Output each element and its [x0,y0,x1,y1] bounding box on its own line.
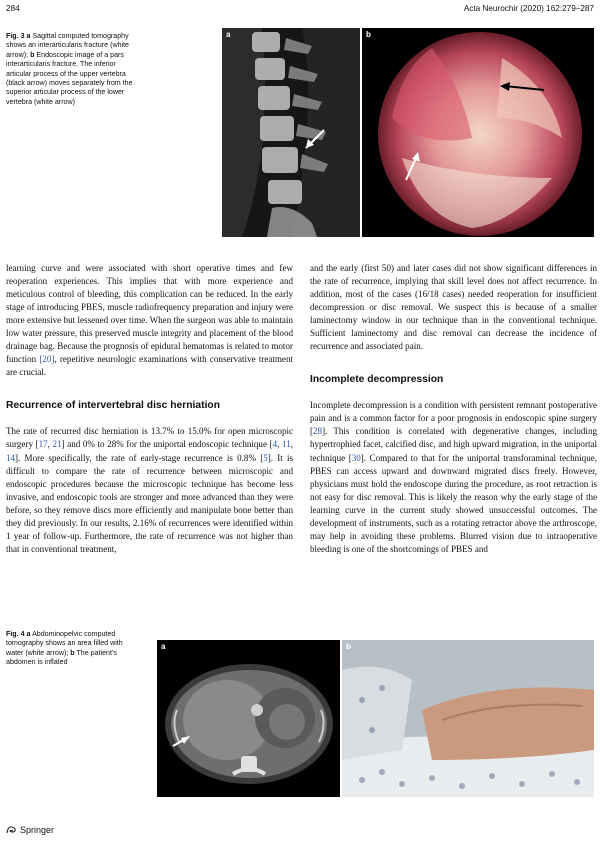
caption-text: Abdominopelvic computed tomography shows an area filled with water (white arrow); [6,630,123,657]
panel-key: b [30,50,35,59]
caption-text: The patient’s abdomen is inflated [6,648,117,667]
text-run: The rate of recurred disc herniation is 13.7% to 15.0% for open microscopic surgery [ [6,426,293,450]
panel-label-b: b [366,30,371,39]
figure-number: Fig. 3 [6,32,25,40]
section-heading: Recurrence of intervertebral disc herniation [6,400,221,412]
running-header [6,4,594,16]
paragraph [6,262,293,379]
page-number: 284 [6,4,20,13]
panel-key: b [70,648,75,657]
panel-key: a [26,32,31,40]
citation-link[interactable]: 21 [52,439,62,450]
panel-key: a [26,630,31,638]
text-run: ]. It is difficult to compare the rate of recurrence between microscopic and endoscopic procedures because the microscopic technique has become less invasive, and endoscopic tools are stronger and more advanced than they were before, so they remove discs more efficiently and manipulate bone better than they did previously. In our results, 2.16% of recurrences were identified within 1 year of follow-up. Furthermore, the rate of recurrence was not higher than that in conventional treatment, [6,452,293,554]
panel-label-a: a [161,642,166,651]
paragraph [310,262,597,353]
text-run: , [277,439,282,450]
figure-3a-ct-image [222,28,360,237]
text-run: , repetitive neurologic examinations with conservative treatment are crucial. [6,354,293,378]
publisher-footer [6,824,54,836]
citation-link[interactable]: 4 [272,439,278,450]
citation-link[interactable]: 28 [313,426,323,437]
citation-link[interactable]: 14 [6,452,16,463]
publisher-name: Springer [20,825,55,835]
text-run: , [47,439,53,450]
citation-link[interactable]: 17 [38,439,48,450]
figure-4a-ct-image [157,640,340,797]
citation-link[interactable]: 30 [351,452,361,463]
figure-3b-endoscopic-image [362,28,594,237]
right-column-text [310,262,597,556]
figure-3-caption [6,32,134,107]
text-run: learning curve and were associated with short operative times and few reoperation experiences. This implies that with more experience and meticulous control of bleeding, this complication can be reduced. In the early stage of introducing PBES, muscle radiofrequency preparation and injury were more extensive but lessened over time. When the surgeon was able to maintain low water pressure, this preserved muscle integrity and placement of the blood drainage bag. Because the prognosis of epidural hematomas is related to motor function [6,263,293,365]
left-column-text [6,262,293,556]
figure-4-caption [6,630,134,668]
caption-text: Sagittal computed tomography shows an interarticularis fracture (white arrow); [6,32,130,59]
citation-link[interactable]: [20] [39,354,55,365]
section-heading: Incomplete decompression [310,374,444,386]
text-run: and the early (first 50) and later cases did not show significant differences in the rate of recurrence, implying that skill level does not affect recurrence. In addition, most of the cases (16/18 cases) needed reoperation for insufficient decompression or disc removal. We suspect this is because of a smaller laminectomy window in our technique than in the conventional technique. Sufficient laminectomy and disc removal can decrease the incidence of recurrence and associated pain. [310,263,597,352]
paragraph [6,425,293,555]
paragraph [310,399,597,556]
figure-4b-photo [342,640,594,797]
text-run: ]. Compared to that for the uniportal transforaminal technique, PBES can access upward and downward migrated discs freely. However, physicians must hold the endoscope during the procedure, as root retraction is not easy for disc removal. This is likely the reason why the early stage of the learning curve in the current study showed unsuccessful outcomes. The development of instruments, such as a rotating retractor above the arthroscope, may help in avoiding these problems. Blurred vision due to intraoperative bleeding is one of the shortcomings of PBES and [310,452,597,554]
panel-label-a: a [226,30,231,39]
text-run: ] and 0% to 28% for the uniportal endoscopic technique [ [61,439,273,450]
text-run: , [290,439,293,450]
caption-text: Endoscopic image of a pars interarticularis fracture. The inferior articular process of the upper vertebra (black arrow) moves separately from the superior articular process of the lower vertebra (white arrow) [6,50,133,106]
text-run: ]. More specifically, the rate of early-stage recurrence is 0.8% [ [15,452,264,463]
panel-label-b: b [346,642,351,651]
citation-link[interactable]: 5 [263,452,268,463]
springer-logo-icon [6,824,17,836]
journal-citation: Acta Neurochir (2020) 162:279–287 [463,4,594,13]
citation-link[interactable]: 11 [282,439,291,450]
figure-number: Fig. 4 [6,630,25,638]
text-run: ]. This condition is correlated with degenerative changes, including hypertrophied facet, calcified disc, and high upward migration, in the uniportal technique [ [310,426,597,463]
text-run: Incomplete decompression is a condition with persistent remnant postoperative pain and is a common factor for a poor prognosis in endoscopic spine surgery [ [310,400,597,437]
